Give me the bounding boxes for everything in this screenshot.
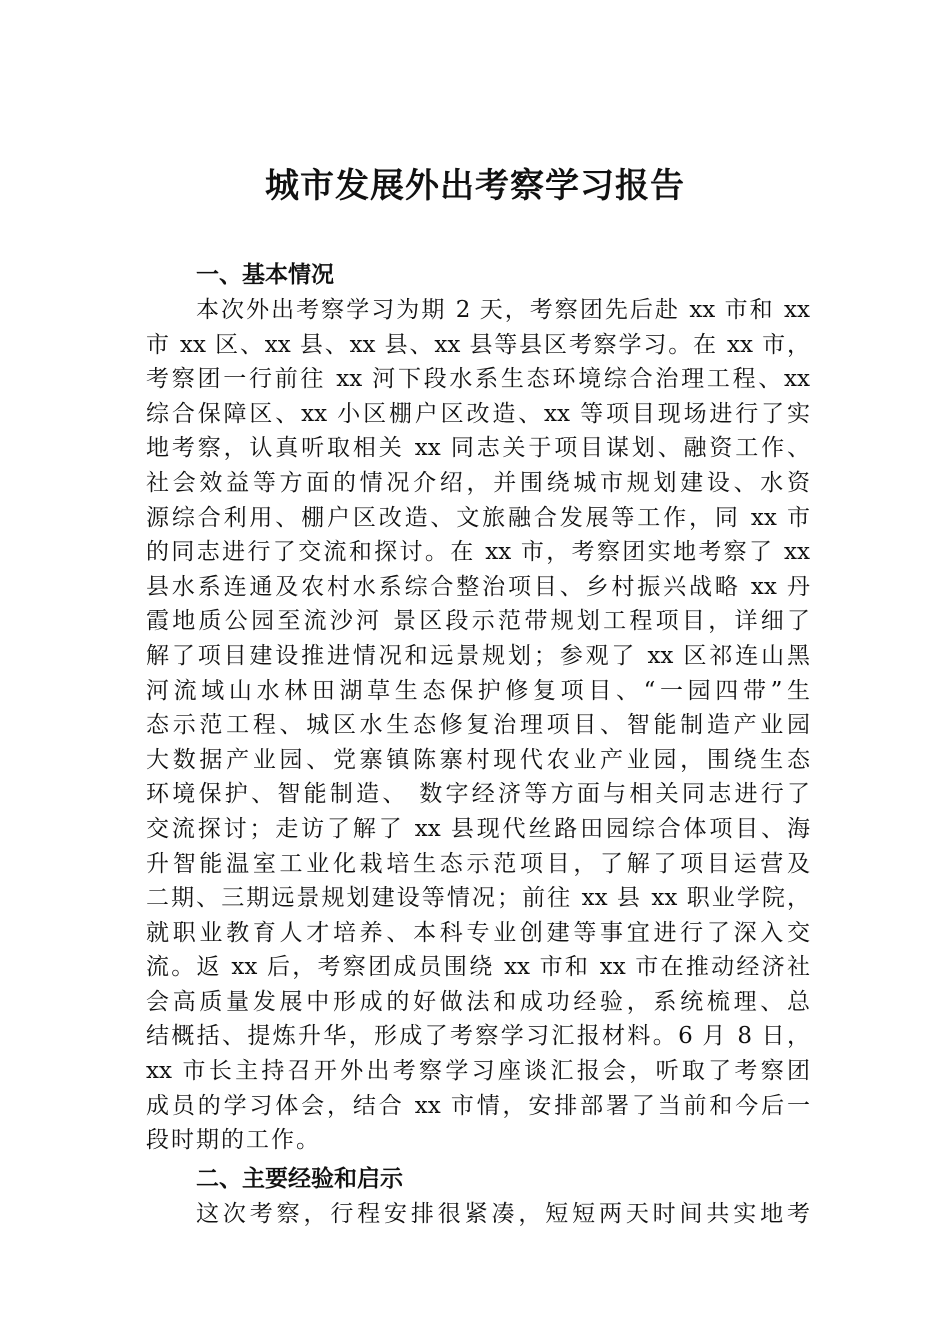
- section-heading-basic-situation: 一、基本情况: [196, 262, 334, 288]
- paragraph-line: xx 市长主持召开外出考察学习座谈汇报会，听取了考察团: [146, 1058, 810, 1085]
- paragraph-line: 考察团一行前往 xx 河下段水系生态环境综合治理工程、xx: [146, 366, 810, 393]
- paragraph-line: 这次考察，行程安排很紧凑，短短两天时间共实地考: [196, 1201, 810, 1227]
- paragraph-line: 本次外出考察学习为期 2 天，考察团先后赴 xx 市和 xx: [196, 297, 810, 323]
- section-body-basic-situation: [0, 293, 950, 1158]
- paragraph-line: 态示范工程、城区水生态修复治理项目、智能制造产业园: [146, 712, 810, 739]
- paragraph-line: 源综合利用、棚户区改造、文旅融合发展等工作，同 xx 市: [146, 504, 810, 531]
- paragraph-line: 升智能温室工业化栽培生态示范项目，了解了项目运营及: [146, 850, 810, 877]
- section-body-experience: [0, 1197, 950, 1232]
- paragraph-line: 的同志进行了交流和探讨。在 xx 市，考察团实地考察了 xx: [146, 539, 810, 566]
- paragraph-line: 社会效益等方面的情况介绍，并围绕城市规划建设、水资: [146, 469, 810, 496]
- document-title: 城市发展外出考察学习报告: [265, 166, 685, 206]
- paragraph-line: 结概括、提炼升华，形成了考察学习汇报材料。6 月 8 日，: [146, 1023, 810, 1050]
- paragraph-line: 就职业教育人才培养、本科专业创建等事宜进行了深入交: [146, 919, 810, 946]
- paragraph-line: 段时期的工作。: [146, 1127, 321, 1154]
- paragraph-line: 流。返 xx 后，考察团成员围绕 xx 市和 xx 市在推动经济社: [146, 954, 810, 981]
- paragraph-line: 交流探讨；走访了解了 xx 县现代丝路田园综合体项目、海: [146, 815, 810, 842]
- paragraph-line: 河流域山水林田湖草生态保护修复项目、“一园四带”生: [146, 677, 810, 704]
- paragraph-line: 霞地质公园至流沙河 景区段示范带规划工程项目，详细了: [146, 608, 810, 635]
- paragraph-line: 地考察，认真听取相关 xx 同志关于项目谋划、融资工作、: [146, 435, 810, 462]
- section-heading-experience: 二、主要经验和启示: [196, 1166, 403, 1192]
- paragraph-line: 二期、三期远景规划建设等情况；前往 xx 县 xx 职业学院，: [146, 885, 810, 912]
- paragraph-line: 大数据产业园、党寨镇陈寨村现代农业产业园，围绕生态: [146, 746, 810, 773]
- paragraph-line: 成员的学习体会，结合 xx 市情，安排部署了当前和今后一: [146, 1092, 810, 1119]
- paragraph-line: 会高质量发展中形成的好做法和成功经验，系统梳理、总: [146, 988, 810, 1015]
- paragraph-line: 综合保障区、xx 小区棚户区改造、xx 等项目现场进行了实: [146, 400, 810, 427]
- paragraph-line: 市 xx 区、xx 县、xx 县、xx 县等县区考察学习。在 xx 市，: [146, 331, 810, 358]
- paragraph-line: 环境保护、智能制造、 数字经济等方面与相关同志进行了: [146, 781, 810, 808]
- paragraph-line: 县水系连通及农村水系综合整治项目、乡村振兴战略 xx 丹: [146, 573, 810, 600]
- paragraph-line: 解了项目建设推进情况和远景规划；参观了 xx 区祁连山黑: [146, 642, 810, 669]
